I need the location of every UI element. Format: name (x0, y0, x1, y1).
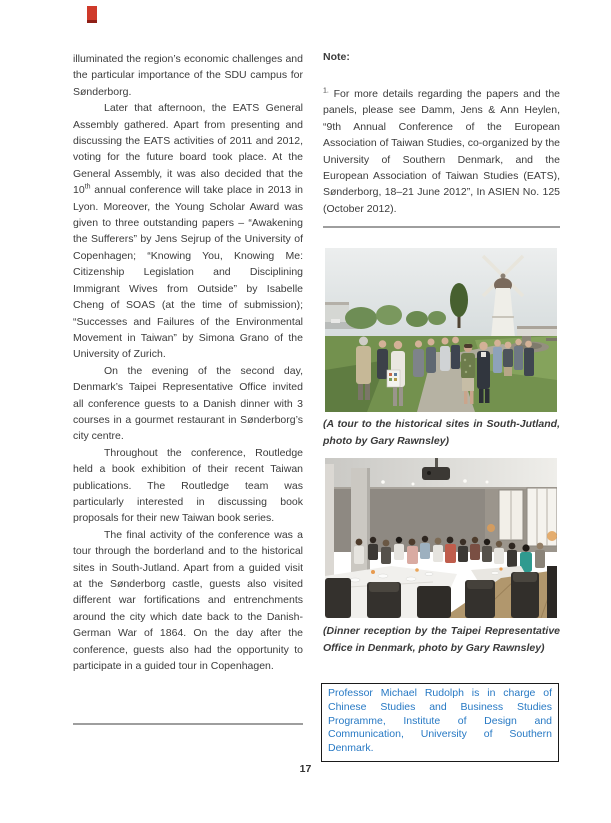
ordinal-superscript: th (84, 183, 91, 191)
paragraph: The final activity of the conference was a tour through the borderland and to the historical sites in South-Jutland. Apart from a guided visit at the Sønderborg castle, guests also visited different war fortifications and entrenchments around the city which date back to the Danish-German War of 1864. On the day after the conference, guests also had the opportunity to participate in a guided tour in Copenhagen. (73, 528, 303, 673)
footnote (323, 86, 560, 217)
footnote-text: For more details regarding the papers and the panels, please see Damm, Jens & Ann Heylen, “9th Annual Conference of the European Association of Taiwan Studies, co-organized by the University of Southern Denmark, and the European Association of Taiwan Studies (EATS), Sønderborg, 18–21 June 2012”, In ASIEN No. 125 (October 2012). (323, 88, 560, 215)
note-divider (323, 226, 560, 228)
paragraph (73, 100, 303, 363)
paragraph-text: annual conference will take place in 2013 in Lyon. Moreover, the Young Scholar Award was given to three outstanding papers – “Awakening the Sufferers” by Jens Sejrup of the University of Copenhagen; “Knowing You, Knowing Me: Citizenship Legislation and Disciplining Immigrant Wives from Outside” by Isabelle Cheng of SOAS (at the time of submission); “Successes and Failures of the Environmental Movement in Taiwan” by Simona Grano of the University of Zurich. (73, 184, 303, 361)
tour-photo-caption: (A tour to the historical sites in South-Jutland, photo by Gary Rawnsley) (323, 418, 560, 447)
dinner-photo (325, 458, 557, 618)
paragraph: On the evening of the second day, Denmark’s Taipei Representative Office invited all conference guests to a Danish dinner with 3 courses in a gourmet restaurant in Sønderborg’s city centre. (73, 364, 303, 443)
left-text-column (73, 51, 303, 674)
professor-info-box: Professor Michael Rudolph is in charge of Chinese Studies and Business Studies Programme, Institute of Design and Communication, University of Southern Denmark. (321, 683, 559, 762)
dinner-photo-caption: (Dinner reception by the Taipei Representative Office in Denmark, photo by Gary Rawnsley) (323, 625, 560, 654)
note-heading: Note: (323, 51, 350, 63)
page-number: 17 (299, 763, 312, 775)
paragraph: Throughout the conference, Routledge held a book exhibition of their recent Taiwan publications. The Routledge team was particularly interested in discussing book proposals for their new Taiwan book series. (73, 446, 303, 525)
tour-photo (325, 248, 557, 412)
red-annotation-marker (87, 6, 97, 23)
left-column-divider (73, 723, 303, 725)
paragraph: illuminated the region’s economic challenges and the particular importance of the SDU campus for Sønderborg. (73, 53, 303, 98)
footnote-marker: 1. (323, 87, 329, 95)
paragraph-text: Later that afternoon, the EATS General Assembly gathered. Apart from presenting and discussing the EATS activities of 2011 and 2012, voting for the future board took place. At the General Assembly, it was also decided that the 10 (73, 102, 303, 197)
